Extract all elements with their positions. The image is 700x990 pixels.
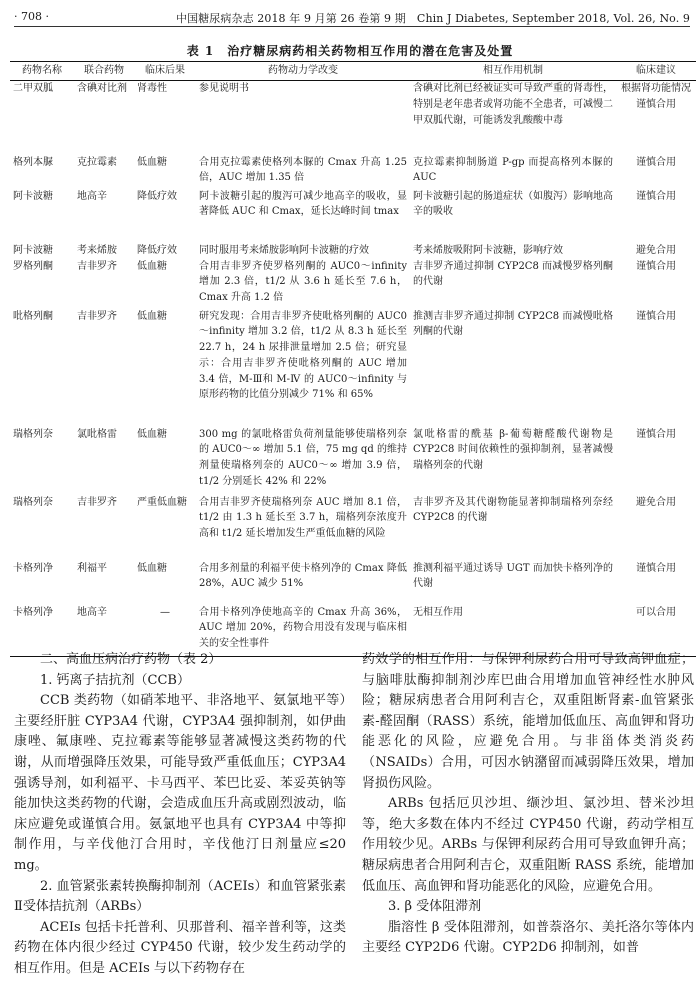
cell-mechanism: 推测吉非罗齐通过抑制 CYP2C8 而减慢吡格列酮的代谢 bbox=[413, 310, 613, 338]
cell-outcome: 降低疗效 bbox=[137, 244, 177, 256]
cell-pk-change: 阿卡波糖引起的腹泻可减少地高辛的吸收，显著降低 AUC 和 Cmax，延长达峰时间 tmax bbox=[199, 190, 407, 218]
cell-combined-drug: 吉非罗齐 bbox=[77, 310, 117, 322]
table-row bbox=[10, 495, 696, 561]
table-row bbox=[10, 605, 696, 657]
cell-recommendation: 谨慎合用 bbox=[636, 190, 676, 202]
cell-outcome: 降低疗效 bbox=[137, 190, 177, 202]
cell-recommendation: 可以合用 bbox=[616, 605, 696, 657]
cell-pk-change: 合用多剂量的利福平使卡格列净的 Cmax 降低 28%，AUC 减少 51% bbox=[199, 562, 407, 590]
cell-recommendation: 根据肾功能情况谨慎合用 bbox=[621, 83, 691, 110]
cell-recommendation: 谨慎合用 bbox=[636, 260, 676, 272]
cell-combined-drug: 氯吡格雷 bbox=[77, 428, 117, 440]
table-row bbox=[10, 561, 696, 605]
cell-pk-change: 300 mg 的氯吡格雷负荷剂量能够使瑞格列奈的 AUC0～∞ 增加 5.1 倍，75 mg qd 的维持剂量使瑞格列奈的 AUC0～∞ 增加 3.9 倍，t1/2 分别延长 42% 和 22% bbox=[199, 428, 407, 487]
cell-mechanism: 氯吡格雷的酰基 β-葡萄糖醛酸代谢物是 CYP2C8 时间依赖性的强抑制剂，显著减慢瑞格列奈的代谢 bbox=[413, 428, 613, 472]
header-pk-change: 药物动力学改变 bbox=[196, 62, 410, 81]
subsection-heading: 2. 血管紧张素转换酶抑制剂（ACEIs）和血管紧张素Ⅱ受体拮抗剂（ARBs） bbox=[14, 878, 346, 915]
cell-outcome: 低血糖 bbox=[137, 428, 167, 440]
cell-mechanism: 阿卡波糖引起的肠道症状（如腹泻）影响地高辛的吸收 bbox=[413, 190, 613, 218]
cell-pk-change: 合用克拉霉素使格列本脲的 Cmax 升高 1.25 倍，AUC 增加 1.35 倍 bbox=[199, 156, 407, 184]
table-row bbox=[10, 243, 696, 259]
cell-recommendation: 谨慎合用 bbox=[636, 562, 676, 574]
paragraph: CCB 类药物（如硝苯地平、非洛地平、氨氯地平等）主要经肝脏 CYP3A4 代谢，CYP3A4 强抑制剂，如伊曲康唑、氟康唑、克拉霉素等能够显著减慢这类药物的代谢，从而增强降压效果，可能导致严重低血压；CYP3A4 强诱导剂，如利福平、卡马西平、苯巴比妥、苯妥英钠等能加快这类药物的代谢，会造成血压升高或剧烈波动，临床应避免或谨慎合用。氨氯地平也具有 CYP3A4 中等抑制作用，与辛伐他汀合用时，辛伐他汀日剂量应≤20 mg。 bbox=[14, 693, 346, 873]
page-number: · 708 · bbox=[14, 10, 49, 23]
cell-mechanism: 含碘对比剂已经被证实可导致严重的肾毒性，特别是老年患者或肾功能不全患者，可减慢二甲双胍代谢，可能诱发乳酸酸中毒 bbox=[413, 83, 613, 126]
cell-recommendation: 谨慎合用 bbox=[636, 156, 676, 168]
cell-outcome: 低血糖 bbox=[137, 310, 167, 322]
paragraph: 脂溶性 β 受体阻滞剂，如普萘洛尔、美托洛尔等体内主要经 CYP2D6 代谢。CYP2D6 抑制剂，如普 bbox=[362, 919, 694, 956]
cell-combined-drug: 地高辛 bbox=[74, 605, 134, 657]
cell-pk-change: 参见说明书 bbox=[199, 83, 249, 94]
cell-mechanism: 吉非罗齐通过抑制 CYP2C8 而减慢罗格列酮的代谢 bbox=[413, 260, 613, 288]
cell-outcome: 肾毒性 bbox=[137, 83, 167, 94]
cell-pk-change: 研究发现：合用吉非罗齐使吡格列酮的 AUC0～infinity 增加 3.2 倍，t1/2 从 8.3 h 延长至 22.7 h，24 h 尿排泄量增加 2.5 倍；研究显示：合用吉非罗齐使吡格列酮的 AUC 增加 3.4 倍，M-Ⅲ和 M-Ⅳ 的 AUC0～infinity 与原形药物的比值分别减少 71% 和 65% bbox=[199, 310, 407, 401]
cell-combined-drug: 克拉霉素 bbox=[77, 156, 117, 168]
cell-mechanism: 推测利福平通过诱导 UGT 而加快卡格列净的代谢 bbox=[413, 562, 613, 590]
cell-outcome: — bbox=[134, 605, 196, 657]
paragraph: 药效学的相互作用：与保钾利尿药合用可导致高钾血症；与脑啡肽酶抑制剂沙库巴曲合用增加血管神经性水肿风险；糖尿病患者合用阿利吉仑，双重阻断肾素-血管紧张素-醛固酮（RASS）系统，能增加低血压、高血钾和肾功能恶化的风险，应避免合用。与非甾体类消炎药（NSAIDs）合用，可因水钠潴留而减弱降压效果，增加肾损伤风险。 bbox=[362, 652, 694, 791]
table-header-row bbox=[10, 62, 696, 81]
cell-pk-change: 合用卡格列净使地高辛的 Cmax 升高 36%，AUC 增加 20%，药物合用没有发现与临床相关的安全性事件 bbox=[196, 605, 410, 657]
body-right-column bbox=[362, 650, 694, 959]
header-clinical-outcome: 临床后果 bbox=[134, 62, 196, 81]
cell-pk-change: 合用吉非罗齐使罗格列酮的 AUC0～infinity 增加 2.3 倍，t1/2 从 3.6 h 延长至 7.6 h，Cmax 升高 1.2 倍 bbox=[199, 260, 407, 304]
cell-drug: 卡格列净 bbox=[10, 605, 74, 657]
header-recommendation: 临床建议 bbox=[616, 62, 696, 81]
cell-drug: 格列本脲 bbox=[13, 156, 53, 168]
cell-mechanism: 考来烯胺吸附阿卡波糖，影响疗效 bbox=[413, 244, 563, 256]
cell-combined-drug: 利福平 bbox=[77, 562, 107, 574]
cell-recommendation: 谨慎合用 bbox=[636, 310, 676, 322]
cell-mechanism: 克拉霉素抑制肠道 P-gp 而提高格列本脲的 AUC bbox=[413, 156, 613, 184]
table-row bbox=[10, 259, 696, 309]
cell-recommendation: 避免合用 bbox=[636, 496, 676, 508]
cell-combined-drug: 地高辛 bbox=[77, 190, 107, 202]
cell-mechanism: 吉非罗齐及其代谢物能显著抑制瑞格列奈经 CYP2C8 的代谢 bbox=[413, 496, 613, 524]
cell-outcome: 低血糖 bbox=[137, 156, 167, 168]
cell-combined-drug: 含碘对比剂 bbox=[77, 83, 127, 94]
header-mechanism: 相互作用机制 bbox=[410, 62, 616, 81]
cell-drug: 阿卡波糖 bbox=[13, 190, 53, 202]
table-row bbox=[10, 155, 696, 189]
cell-combined-drug: 吉非罗齐 bbox=[77, 496, 117, 508]
cell-outcome: 低血糖 bbox=[137, 260, 167, 272]
table-row bbox=[10, 189, 696, 243]
table-caption: 表 1 治疗糖尿病药相关药物相互作用的潜在危害及处置 bbox=[186, 44, 514, 58]
paragraph: ACEIs 包括卡托普利、贝那普利、福辛普利等，这类药物在体内很少经过 CYP450 代谢，较少发生药动学的相互作用。但是 ACEIs 与以下药物存在 bbox=[14, 919, 346, 976]
cell-pk-change: 合用吉非罗齐使瑞格列奈 AUC 增加 8.1 倍，t1/2 由 1.3 h 延长至 3.7 h，瑞格列奈浓度升高和 t1/2 延长增加发生严重低血糖的风险 bbox=[199, 496, 407, 540]
header-drug-name: 药物名称 bbox=[10, 62, 74, 81]
cell-drug: 阿卡波糖 bbox=[13, 244, 53, 256]
cell-outcome: 严重低血糖 bbox=[137, 496, 187, 508]
table-row bbox=[10, 427, 696, 495]
table-row bbox=[10, 309, 696, 427]
cell-mechanism: 无相互作用 bbox=[410, 605, 616, 657]
body-left-column bbox=[14, 650, 346, 980]
paragraph: ARBs 包括厄贝沙坦、缬沙坦、氯沙坦、替米沙坦等，绝大多数在体内不经过 CYP450 代谢，药动学相互作用较少见。ARBs 与保钾利尿药合用可导致血钾升高；糖尿病患者合用阿利吉仑，双重阻断 RASS 系统，能增加低血压、高血钾和肾功能恶化的风险，应避免合用。 bbox=[362, 796, 694, 894]
cell-drug: 瑞格列奈 bbox=[13, 428, 53, 440]
cell-drug: 瑞格列奈 bbox=[13, 496, 53, 508]
cell-recommendation: 避免合用 bbox=[636, 244, 676, 256]
page-header bbox=[14, 8, 690, 27]
cell-recommendation: 谨慎合用 bbox=[636, 428, 676, 440]
drug-interaction-table bbox=[10, 61, 696, 657]
cell-combined-drug: 吉非罗齐 bbox=[77, 260, 117, 272]
cell-drug: 二甲双胍 bbox=[13, 83, 53, 94]
subsection-heading: 1. 钙离子拮抗剂（CCB） bbox=[40, 672, 190, 688]
header-combined-drug: 联合药物 bbox=[74, 62, 134, 81]
cell-drug: 卡格列净 bbox=[13, 562, 53, 574]
cell-drug: 罗格列酮 bbox=[13, 260, 53, 272]
table-row bbox=[10, 81, 696, 155]
cell-drug: 吡格列酮 bbox=[13, 310, 53, 322]
section-heading: 二、高血压病治疗药物（表 2） bbox=[40, 652, 222, 667]
journal-running-title: 中国糖尿病杂志 2018 年 9 月第 26 卷第 9 期 Chin J Diabetes, September 2018, Vol. 26, No. 9 bbox=[175, 12, 690, 25]
cell-pk-change: 同时服用考来烯胺影响阿卡波糖的疗效 bbox=[199, 244, 369, 256]
subsection-heading: 3. β 受体阻滞剂 bbox=[388, 899, 482, 915]
cell-combined-drug: 考来烯胺 bbox=[77, 244, 117, 256]
cell-outcome: 低血糖 bbox=[137, 562, 167, 574]
